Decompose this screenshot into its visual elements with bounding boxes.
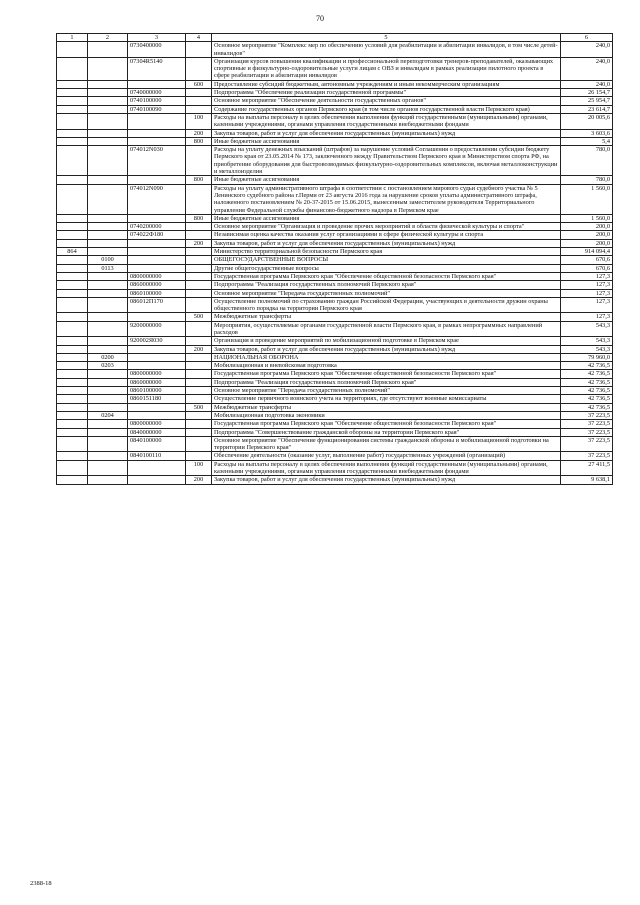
column-header: 1 xyxy=(57,34,88,42)
table-cell: 3 603,6 xyxy=(561,129,613,137)
table-cell xyxy=(186,272,212,280)
table-cell xyxy=(57,231,88,239)
table-cell xyxy=(128,411,186,419)
table-cell xyxy=(88,176,128,184)
table-row xyxy=(57,146,613,176)
table-cell xyxy=(88,395,128,403)
table-cell xyxy=(186,105,212,113)
table-row xyxy=(57,281,613,289)
table-row xyxy=(57,80,613,88)
table-cell xyxy=(57,395,88,403)
table-cell: 800 xyxy=(186,214,212,222)
table-cell xyxy=(57,57,88,80)
table-row xyxy=(57,395,613,403)
table-cell: Закупка товаров, работ и услуг для обеспечения государственных (муниципальных) нужд xyxy=(212,239,561,247)
table-cell xyxy=(88,370,128,378)
table-cell: ОБЩЕГОСУДАРСТВЕННЫЕ ВОПРОСЫ xyxy=(212,256,561,264)
table-cell: 79 960,0 xyxy=(561,353,613,361)
table-cell: 127,3 xyxy=(561,272,613,280)
table-row xyxy=(57,223,613,231)
table-cell xyxy=(88,129,128,137)
table-cell xyxy=(57,403,88,411)
table-row xyxy=(57,105,613,113)
table-cell: Министерство территориальной безопасности Пермского края xyxy=(212,248,561,256)
table-cell xyxy=(186,321,212,337)
table-cell xyxy=(186,264,212,272)
table-cell: Закупка товаров, работ и услуг для обеспечения государственных (муниципальных) нужд xyxy=(212,129,561,137)
table-cell xyxy=(57,420,88,428)
table-row xyxy=(57,403,613,411)
table-cell: 0860000000 xyxy=(128,378,186,386)
table-cell: Осуществление первичного воинского учета на территориях, где отсутствуют военные комиссариаты xyxy=(212,395,561,403)
table-row xyxy=(57,137,613,145)
table-cell: Расходы на выплаты персоналу в целях обеспечения выполнения функций государственными (муниципальными) органами, казенными учреждениями, органами управления государственными внебюджетными фондами xyxy=(212,113,561,129)
table-cell: 500 xyxy=(186,403,212,411)
table-cell: 0740100090 xyxy=(128,105,186,113)
table-cell xyxy=(128,239,186,247)
table-cell: 543,3 xyxy=(561,321,613,337)
table-cell: Основное мероприятие "Передача государственных полномочий" xyxy=(212,387,561,395)
table-cell xyxy=(88,428,128,436)
table-cell: 0740100000 xyxy=(128,97,186,105)
table-row xyxy=(57,42,613,58)
table-cell: 0800000000 xyxy=(128,370,186,378)
table-cell xyxy=(186,297,212,313)
table-cell: 20 005,6 xyxy=(561,113,613,129)
table-cell: Мероприятия, осуществляемые органами государственной власти Пермского края, в рамках непрограммных направлений расходов xyxy=(212,321,561,337)
column-header: 3 xyxy=(128,34,186,42)
table-cell: Расходы на выплаты персоналу в целях обеспечения выполнения функций государственными (муниципальными) органами, казенными учреждениями, органами управления государственными внебюджетными фондами xyxy=(212,460,561,476)
table-cell xyxy=(57,428,88,436)
table-cell xyxy=(88,476,128,484)
table-row xyxy=(57,272,613,280)
table-cell xyxy=(57,256,88,264)
table-cell: 0200 xyxy=(88,353,128,361)
table-cell xyxy=(57,176,88,184)
table-row xyxy=(57,113,613,129)
table-cell: Обеспечение деятельности (оказание услуг, выполнение работ) государственных учреждений (организаций) xyxy=(212,452,561,460)
table-cell xyxy=(186,452,212,460)
table-cell: 543,3 xyxy=(561,345,613,353)
table-cell xyxy=(57,452,88,460)
table-cell: 0860100000 xyxy=(128,387,186,395)
table-row xyxy=(57,231,613,239)
table-cell: 0800000000 xyxy=(128,272,186,280)
table-cell xyxy=(186,248,212,256)
table-cell: 200,0 xyxy=(561,239,613,247)
table-cell: 25 954,7 xyxy=(561,97,613,105)
table-row xyxy=(57,239,613,247)
table-cell xyxy=(57,146,88,176)
table-cell: 37 223,5 xyxy=(561,420,613,428)
table-cell: 27 411,5 xyxy=(561,460,613,476)
table-cell: 670,6 xyxy=(561,264,613,272)
table-cell: 42 736,5 xyxy=(561,387,613,395)
table-cell: 37 223,5 xyxy=(561,436,613,452)
table-cell: Предоставление субсидий бюджетным, автономным учреждениям и иным некоммерческим организациям xyxy=(212,80,561,88)
table-row xyxy=(57,289,613,297)
table-cell: Иные бюджетные ассигнования xyxy=(212,176,561,184)
table-cell xyxy=(88,113,128,129)
table-cell xyxy=(186,353,212,361)
table-cell xyxy=(186,231,212,239)
table-cell xyxy=(186,184,212,214)
table-cell xyxy=(186,411,212,419)
table-row xyxy=(57,337,613,345)
table-cell xyxy=(128,460,186,476)
table-cell xyxy=(57,370,88,378)
table-cell: Иные бюджетные ассигнования xyxy=(212,137,561,145)
table-cell: Государственная программа Пермского края "Обеспечение общественной безопасности Пермского края" xyxy=(212,370,561,378)
table-cell: Расходы на уплату административного штрафа в соответствии с постановлением мирового судьи судебного участка № 5 Ленинского судебного района г.Перми от 23 августа 2016 года за нарушение сроков уплаты административного штрафа, наложенного постановлением № 20-37-2015 от 15.06.2015, вынесенным заместителем руководителя Территориального управления Федеральной службы финансово-бюджетного надзора в Пермском крае xyxy=(212,184,561,214)
table-cell: 600 xyxy=(186,80,212,88)
table-cell: 23 614,7 xyxy=(561,105,613,113)
table-cell: 0740200000 xyxy=(128,223,186,231)
table-cell xyxy=(128,80,186,88)
table-row xyxy=(57,420,613,428)
table-cell: 670,6 xyxy=(561,256,613,264)
column-header: 4 xyxy=(186,34,212,42)
table-cell: 200,0 xyxy=(561,231,613,239)
table-cell: 0730400000 xyxy=(128,42,186,58)
table-cell: Независимая оценка качества оказания услуг организациями в сфере физической культуры и спорта xyxy=(212,231,561,239)
budget-table xyxy=(56,33,613,485)
table-cell xyxy=(186,420,212,428)
table-cell: 240,0 xyxy=(561,57,613,80)
table-cell xyxy=(88,420,128,428)
table-cell: Основное мероприятие "Передача государственных полномочий" xyxy=(212,289,561,297)
table-cell xyxy=(57,476,88,484)
table-cell: НАЦИОНАЛЬНАЯ ОБОРОНА xyxy=(212,353,561,361)
table-cell: 0740000000 xyxy=(128,89,186,97)
table-cell xyxy=(57,137,88,145)
table-row xyxy=(57,297,613,313)
table-cell xyxy=(88,321,128,337)
table-cell xyxy=(88,105,128,113)
table-cell: 0840100110 xyxy=(128,452,186,460)
table-cell xyxy=(186,436,212,452)
table-cell xyxy=(186,289,212,297)
table-cell xyxy=(88,460,128,476)
table-cell xyxy=(57,113,88,129)
table-cell: 42 736,5 xyxy=(561,362,613,370)
table-cell xyxy=(57,80,88,88)
table-cell xyxy=(186,223,212,231)
table-cell xyxy=(57,184,88,214)
table-cell xyxy=(128,248,186,256)
table-cell xyxy=(128,176,186,184)
table-cell xyxy=(128,476,186,484)
table-cell xyxy=(88,80,128,88)
table-row xyxy=(57,89,613,97)
table-cell: 37 223,5 xyxy=(561,411,613,419)
table-cell xyxy=(128,129,186,137)
table-cell: 074012N090 xyxy=(128,184,186,214)
table-cell: 5,4 xyxy=(561,137,613,145)
table-cell xyxy=(88,313,128,321)
table-row xyxy=(57,353,613,361)
table-row xyxy=(57,370,613,378)
table-cell xyxy=(186,370,212,378)
table-cell xyxy=(88,89,128,97)
table-cell: 127,3 xyxy=(561,313,613,321)
table-cell xyxy=(88,387,128,395)
table-cell xyxy=(57,411,88,419)
table-cell: 0203 xyxy=(88,362,128,370)
table-cell: 920002Я030 xyxy=(128,337,186,345)
table-cell: Основное мероприятие "Комплекс мер по обеспечению условий для реабилитации и абилитации инвалидов, в том числе детей-инвалидов" xyxy=(212,42,561,58)
table-cell xyxy=(57,89,88,97)
table-cell xyxy=(57,129,88,137)
table-cell xyxy=(186,337,212,345)
table-cell: 100 xyxy=(186,113,212,129)
table-row xyxy=(57,129,613,137)
table-cell xyxy=(186,428,212,436)
table-cell: 0113 xyxy=(88,264,128,272)
table-cell xyxy=(186,256,212,264)
table-cell xyxy=(186,362,212,370)
table-cell: 9 638,1 xyxy=(561,476,613,484)
table-cell: Мобилизационная и вневойсковая подготовка xyxy=(212,362,561,370)
table-cell xyxy=(128,403,186,411)
table-cell xyxy=(57,353,88,361)
table-cell: 0840000000 xyxy=(128,428,186,436)
table-row xyxy=(57,184,613,214)
table-cell xyxy=(128,256,186,264)
table-cell: Организация курсов повышения квалификации и профессиональной переподготовки тренеров-преподавателей, оказывающих спортивные и физкультурно-оздоровительные услуги лицам с ОВЗ и инвалидам в рамках реализации пилотного проекта в сфере реабилитации и абилитации инвалидов xyxy=(212,57,561,80)
table-cell: Другие общегосударственные вопросы xyxy=(212,264,561,272)
table-cell xyxy=(128,313,186,321)
table-cell xyxy=(186,387,212,395)
table-cell xyxy=(57,223,88,231)
table-cell: 42 736,5 xyxy=(561,403,613,411)
table-cell: Основное мероприятие "Организация и проведение прочих мероприятий в области физической культуры и спорта" xyxy=(212,223,561,231)
table-cell xyxy=(88,345,128,353)
table-cell xyxy=(57,387,88,395)
table-cell: 42 736,5 xyxy=(561,395,613,403)
table-cell xyxy=(57,460,88,476)
table-row xyxy=(57,248,613,256)
table-cell xyxy=(88,146,128,176)
table-cell xyxy=(57,289,88,297)
table-cell xyxy=(88,184,128,214)
table-cell xyxy=(57,337,88,345)
table-row xyxy=(57,378,613,386)
table-cell xyxy=(186,57,212,80)
table-cell: 800 xyxy=(186,137,212,145)
table-cell: Межбюджетные трансферты xyxy=(212,403,561,411)
table-cell: 37 223,5 xyxy=(561,428,613,436)
table-row xyxy=(57,452,613,460)
table-cell: 37 223,5 xyxy=(561,452,613,460)
table-cell: 086012П170 xyxy=(128,297,186,313)
table-cell xyxy=(128,137,186,145)
table-cell xyxy=(88,297,128,313)
table-cell xyxy=(88,436,128,452)
table-cell xyxy=(88,289,128,297)
table-cell: 127,3 xyxy=(561,281,613,289)
table-cell: 780,0 xyxy=(561,176,613,184)
table-cell xyxy=(128,353,186,361)
table-cell xyxy=(88,57,128,80)
table-cell: 127,3 xyxy=(561,297,613,313)
table-cell: 0860151180 xyxy=(128,395,186,403)
table-cell: 42 736,5 xyxy=(561,378,613,386)
table-cell xyxy=(57,321,88,337)
table-cell: 127,3 xyxy=(561,289,613,297)
table-cell: 1 560,0 xyxy=(561,184,613,214)
table-row xyxy=(57,214,613,222)
table-cell xyxy=(88,97,128,105)
table-row xyxy=(57,176,613,184)
table-cell: Основное мероприятие "Обеспечение деятельности государственных органов" xyxy=(212,97,561,105)
table-cell: 42 736,5 xyxy=(561,370,613,378)
table-cell: 074022Ф180 xyxy=(128,231,186,239)
table-cell xyxy=(88,231,128,239)
table-row xyxy=(57,264,613,272)
table-row xyxy=(57,428,613,436)
table-cell xyxy=(186,378,212,386)
table-cell: Расходы на уплату денежных взысканий (штрафов) за нарушение условий Соглашения о предоставлении субсидии бюджету Пермского края от 23.05.2014 № 173, заключенного между Правительством Пермского края и Министерством спорта РФ, на приобретение оборудования для быстровозводимых физкультурно-оздоровительных комплексов, включая металлоконструкции и металлоизделия xyxy=(212,146,561,176)
table-cell xyxy=(88,214,128,222)
table-row xyxy=(57,345,613,353)
table-cell xyxy=(88,378,128,386)
table-row xyxy=(57,97,613,105)
table-cell xyxy=(57,313,88,321)
table-cell: Государственная программа Пермского края "Обеспечение общественной безопасности Пермского края" xyxy=(212,420,561,428)
table-cell: Подпрограмма "Реализация государственных полномочий Пермского края" xyxy=(212,378,561,386)
table-cell xyxy=(57,378,88,386)
table-cell: 0204 xyxy=(88,411,128,419)
column-header: 6 xyxy=(561,34,613,42)
table-cell: 240,0 xyxy=(561,80,613,88)
table-cell xyxy=(88,248,128,256)
table-cell xyxy=(88,42,128,58)
table-cell xyxy=(128,345,186,353)
table-cell: 0860100000 xyxy=(128,289,186,297)
table-cell: Организация и проведение мероприятий по мобилизационной подготовке в Пермском крае xyxy=(212,337,561,345)
table-cell xyxy=(186,97,212,105)
table-cell: Иные бюджетные ассигнования xyxy=(212,214,561,222)
table-row xyxy=(57,476,613,484)
table-cell xyxy=(57,272,88,280)
table-cell: 0800000000 xyxy=(128,420,186,428)
table-cell xyxy=(186,42,212,58)
table-cell: 0100 xyxy=(88,256,128,264)
table-cell xyxy=(88,281,128,289)
table-cell xyxy=(88,337,128,345)
table-cell xyxy=(128,264,186,272)
table-cell: Мобилизационная подготовка экономики xyxy=(212,411,561,419)
table-row xyxy=(57,321,613,337)
table-cell xyxy=(57,297,88,313)
table-cell: Подпрограмма "Обеспечение реализации государственной программы" xyxy=(212,89,561,97)
table-cell xyxy=(57,214,88,222)
table-cell: Закупка товаров, работ и услуг для обеспечения государственных (муниципальных) нужд xyxy=(212,345,561,353)
table-cell: 200,0 xyxy=(561,223,613,231)
table-cell xyxy=(88,239,128,247)
table-cell xyxy=(88,137,128,145)
table-row xyxy=(57,411,613,419)
table-cell: 240,0 xyxy=(561,42,613,58)
table-cell: Подпрограмма "Совершенствование гражданской обороны на территории Пермского края" xyxy=(212,428,561,436)
table-cell: 200 xyxy=(186,129,212,137)
table-row xyxy=(57,436,613,452)
table-row xyxy=(57,362,613,370)
table-cell: Осуществление полномочий по страхованию граждан Российской Федерации, участвующих в деятельности дружин охраны общественного порядка на территории Пермского края xyxy=(212,297,561,313)
table-cell xyxy=(57,264,88,272)
table-cell xyxy=(57,362,88,370)
table-cell xyxy=(57,42,88,58)
table-cell: 200 xyxy=(186,476,212,484)
table-cell: 07304R5140 xyxy=(128,57,186,80)
table-cell: 800 xyxy=(186,176,212,184)
table-cell xyxy=(57,239,88,247)
table-cell xyxy=(128,113,186,129)
column-header: 5 xyxy=(212,34,561,42)
table-cell: 543,3 xyxy=(561,337,613,345)
table-row xyxy=(57,57,613,80)
table-row xyxy=(57,313,613,321)
table-cell: 26 154,7 xyxy=(561,89,613,97)
table-cell: 864 xyxy=(57,248,88,256)
table-cell: 074012N030 xyxy=(128,146,186,176)
table-cell: Содержание государственных органов Пермского края (в том числе органов государственной власти Пермского края) xyxy=(212,105,561,113)
table-cell: 1 560,0 xyxy=(561,214,613,222)
page-number: 70 xyxy=(316,14,324,23)
table-cell: 914 094,4 xyxy=(561,248,613,256)
table-cell xyxy=(88,272,128,280)
table-cell xyxy=(57,105,88,113)
table-header-row xyxy=(57,34,613,42)
table-cell: Основное мероприятие "Обеспечение функционирования системы гражданской обороны и мобилизационной подготовки на территории Пермского края" xyxy=(212,436,561,452)
table-cell: Межбюджетные трансферты xyxy=(212,313,561,321)
table-cell xyxy=(128,362,186,370)
table-cell: 200 xyxy=(186,345,212,353)
table-cell xyxy=(88,403,128,411)
table-cell xyxy=(186,89,212,97)
table-cell: 780,0 xyxy=(561,146,613,176)
table-cell: Подпрограмма "Реализация государственных полномочий Пермского края" xyxy=(212,281,561,289)
table-cell: 200 xyxy=(186,239,212,247)
table-cell xyxy=(88,452,128,460)
table-cell xyxy=(186,281,212,289)
table-cell: 500 xyxy=(186,313,212,321)
table-cell: 0840100000 xyxy=(128,436,186,452)
table-cell: 9200000000 xyxy=(128,321,186,337)
table-row xyxy=(57,460,613,476)
table-cell: 100 xyxy=(186,460,212,476)
table-cell xyxy=(186,395,212,403)
table-cell: 0860000000 xyxy=(128,281,186,289)
table-cell xyxy=(57,436,88,452)
table-cell xyxy=(88,223,128,231)
table-cell: Закупка товаров, работ и услуг для обеспечения государственных (муниципальных) нужд xyxy=(212,476,561,484)
table-row xyxy=(57,387,613,395)
column-header: 2 xyxy=(88,34,128,42)
table-cell xyxy=(57,97,88,105)
table-cell xyxy=(57,345,88,353)
footer-code: 2388-18 xyxy=(30,880,52,887)
table-row xyxy=(57,256,613,264)
table-cell: Государственная программа Пермского края "Обеспечение общественной безопасности Пермского края" xyxy=(212,272,561,280)
table-cell xyxy=(128,214,186,222)
table-cell xyxy=(57,281,88,289)
table-cell xyxy=(186,146,212,176)
